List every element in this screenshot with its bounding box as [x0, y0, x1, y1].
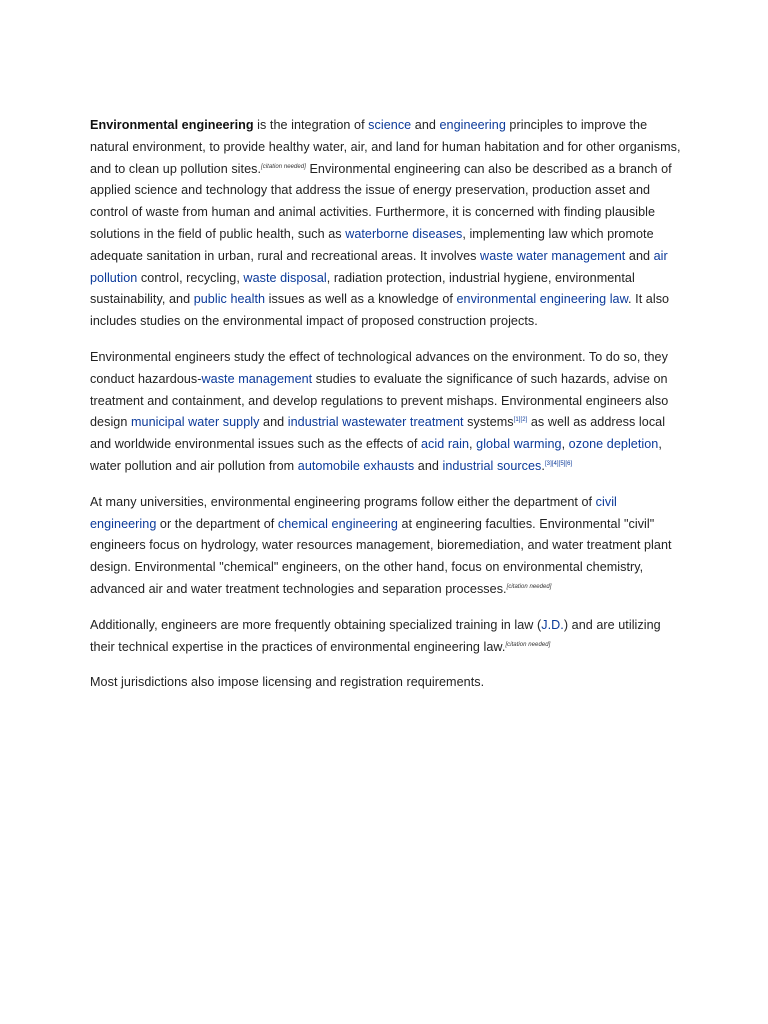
text-run: , implementing law which promote adequate sanitation in urban, rural and recreational areas. It involves — [90, 226, 654, 263]
paragraph-engineers-study — [90, 347, 685, 478]
text-run: Environmental engineering can also be described as a branch of applied science and technology that address the issue of energy preservation, production asset and control of waste from human and animal activities. Furthermore, it is concerned with finding plausible solutions in the field of public health, such as — [90, 161, 672, 241]
link-ozone-depletion[interactable]: ozone depletion — [568, 437, 659, 452]
citation-ref-3-6[interactable] — [545, 461, 572, 467]
citation-needed-marker[interactable]: [citation needed] — [261, 163, 306, 170]
citation-ref-1-2[interactable] — [514, 417, 528, 423]
link-chemical-engineering[interactable]: chemical engineering — [277, 516, 398, 531]
text-run: issues as well as a knowledge of — [265, 292, 457, 307]
paragraph-universities — [90, 492, 685, 601]
text-run: ) and are utilizing their technical expertise in the practices of environmental engineering law. — [90, 617, 661, 654]
link-jd[interactable]: J.D. — [541, 617, 564, 632]
article-body — [90, 115, 685, 708]
link-waste-management[interactable]: waste management — [201, 371, 313, 386]
text-run: is the integration of — [253, 118, 369, 132]
text-run: , radiation protection, industrial hygiene, environmental sustainability, and — [90, 270, 635, 307]
bold-term: Environmental engineering — [90, 118, 254, 132]
link-waste-disposal[interactable]: waste disposal — [243, 270, 327, 285]
link-automobile-exhausts[interactable]: automobile exhausts — [297, 458, 415, 473]
text-run: Environmental engineers study the effect of technological advances on the environment. To do so, they conduct hazardous- — [90, 349, 668, 386]
paragraph-licensing — [90, 672, 685, 694]
citation-needed-marker[interactable]: [citation needed] — [505, 641, 551, 648]
text-run: Additionally, engineers are more frequently obtaining specialized training in law ( — [90, 617, 542, 632]
link-waterborne-diseases[interactable]: waterborne diseases — [345, 226, 463, 241]
link-science[interactable]: science — [368, 118, 412, 132]
paragraph-law-training — [90, 615, 685, 659]
text-run: as well as address local and worldwide environmental issues such as the effects of — [90, 415, 666, 452]
paragraph-intro — [90, 115, 685, 333]
text-run: principles to improve the natural environment, to provide healthy water, air, and land for human habitation and for other organisms, and to clean up pollution sites. — [90, 118, 681, 176]
text-run: at engineering faculties. Environmental "civil" engineers focus on hydrology, water resources management, bioremediation, and water treatment plant design. Environmental "chemical" engineers, on the other hand, focus on environmental chemistry, advanced air and water treatment technologies and separation processes. — [90, 516, 672, 596]
text-run: control, recycling, — [137, 270, 244, 285]
text-run: At many universities, environmental engineering programs follow either the department of — [90, 494, 596, 509]
text-run: , water pollution and air pollution from — [90, 437, 662, 473]
text-run: , — [469, 437, 477, 452]
citation-link[interactable]: [3][4][5][6] — [544, 460, 573, 467]
link-industrial-wastewater-treatment[interactable]: industrial wastewater treatment — [287, 415, 464, 430]
text-run: Most jurisdictions also impose licensing and registration requirements. — [90, 675, 485, 690]
link-air-pollution[interactable]: air pollution — [90, 248, 668, 285]
text-run: and — [411, 118, 440, 132]
text-run: systems — [463, 415, 514, 430]
link-civil-engineering[interactable]: civil engineering — [90, 494, 617, 531]
text-run: and — [625, 248, 654, 263]
text-run: and — [414, 458, 443, 473]
text-run: . — [541, 458, 545, 473]
link-public-health[interactable]: public health — [193, 292, 266, 307]
citation-needed-marker[interactable]: [citation needed] — [506, 583, 552, 590]
text-run: and — [259, 415, 288, 430]
link-waste-water-management[interactable]: waste water management — [480, 248, 626, 263]
text-run: , — [561, 437, 569, 452]
text-run: studies to evaluate the significance of such hazards, advise on treatment and containment, and develop regulations to prevent mishaps. Environmental engineers also design — [90, 371, 669, 430]
text-run: or the department of — [156, 516, 278, 531]
link-industrial-sources[interactable]: industrial sources — [442, 458, 542, 473]
link-engineering[interactable]: engineering — [439, 118, 506, 132]
text-run: . It also includes studies on the environmental impact of proposed construction projects. — [90, 292, 670, 329]
link-acid-rain[interactable]: acid rain — [420, 437, 470, 452]
citation-link[interactable]: [1][2] — [513, 417, 528, 424]
link-global-warming[interactable]: global warming — [476, 437, 562, 452]
link-environmental-engineering-law[interactable]: environmental engineering law — [456, 292, 629, 307]
link-municipal-water-supply[interactable]: municipal water supply — [130, 415, 260, 430]
